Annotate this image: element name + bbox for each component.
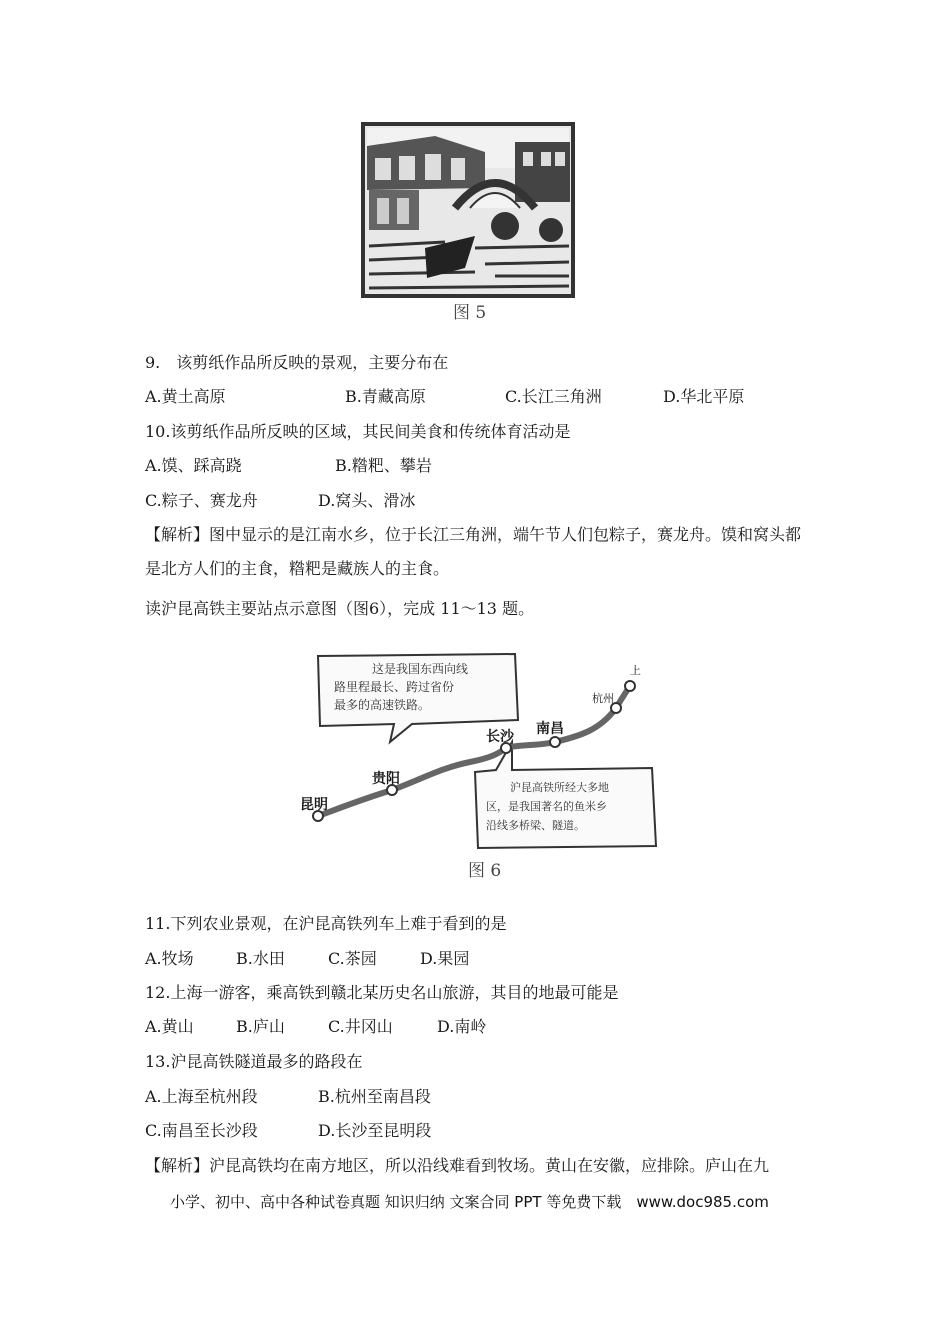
q10-option-b: B.糌粑、攀岩 bbox=[335, 456, 432, 475]
q12-option-d: D.南岭 bbox=[437, 1017, 487, 1036]
q13-option-c: C.南昌至长沙段 bbox=[145, 1121, 258, 1140]
q9-option-a: A.黄土高原 bbox=[145, 387, 226, 406]
bubble-2-text bbox=[486, 778, 609, 835]
q11-option-c: C.茶园 bbox=[328, 949, 377, 968]
question-12-stem: 12.上海一游客，乘高铁到赣北某历史名山旅游，其目的地最可能是 bbox=[145, 983, 619, 1002]
analysis-paragraph-2: 【解析】沪昆高铁均在南方地区，所以沿线难看到牧场。黄山在安徽，应排除。庐山在九 bbox=[145, 1156, 770, 1175]
station-label-nanchang: 南昌 bbox=[536, 721, 564, 737]
q9-option-b: B.青藏高原 bbox=[345, 387, 426, 406]
figure-6 bbox=[300, 650, 665, 885]
question-10-stem: 10.该剪纸作品所反映的区域，其民间美食和传统体育活动是 bbox=[145, 422, 571, 441]
bubble-1-line-3: 最多的高速铁路。 bbox=[334, 698, 431, 712]
q9-option-d: D.华北平原 bbox=[663, 387, 745, 406]
q13-option-b: B.杭州至南昌段 bbox=[318, 1087, 431, 1106]
bubble-2-line-3: 沿线多桥梁、隧道。 bbox=[486, 819, 585, 832]
q12-option-c: C.井冈山 bbox=[328, 1017, 393, 1036]
q9-option-c: C.长江三角洲 bbox=[505, 387, 602, 406]
q13-option-d: D.长沙至昆明段 bbox=[318, 1121, 432, 1140]
q11-option-b: B.水田 bbox=[236, 949, 285, 968]
q10-option-a: A.馍、踩高跷 bbox=[145, 456, 242, 475]
q13-option-a: A.上海至杭州段 bbox=[145, 1087, 258, 1106]
question-11-stem: 11.下列农业景观，在沪昆高铁列车上难于看到的是 bbox=[145, 914, 507, 933]
q12-option-a: A.黄山 bbox=[145, 1017, 194, 1036]
bubble-1-line-2: 路里程最长、跨过省份 bbox=[334, 680, 455, 694]
station-label-guiyang: 贵阳 bbox=[372, 771, 400, 787]
station-nanchang-marker bbox=[550, 737, 560, 747]
analysis-paragraph-1: 【解析】图中显示的是江南水乡，位于长江三角洲，端午节人们包粽子，赛龙舟。馍和窝头都是北方人们的主食，糌粑是藏族人的主食。 bbox=[145, 525, 802, 578]
station-label-changsha: 长沙 bbox=[486, 729, 514, 745]
station-label-hangzhou: 杭州 bbox=[592, 692, 614, 705]
question-9-stem: 9. 该剪纸作品所反映的景观，主要分布在 bbox=[145, 353, 449, 372]
station-label-shanghai: 上 bbox=[630, 664, 641, 677]
station-label-kunming: 昆明 bbox=[300, 797, 328, 813]
q10-option-d: D.窝头、滑冰 bbox=[318, 491, 416, 510]
bubble-2-line-2: 区，是我国著名的鱼米乡 bbox=[486, 800, 607, 813]
bubble-1-text bbox=[334, 660, 468, 714]
figure-5-caption: 图 5 bbox=[453, 303, 487, 323]
station-shanghai-marker bbox=[625, 681, 635, 691]
q12-option-b: B.庐山 bbox=[236, 1017, 285, 1036]
q10-option-c: C.粽子、赛龙舟 bbox=[145, 491, 258, 510]
figure-5 bbox=[355, 118, 585, 328]
figure-6-caption: 图 6 bbox=[468, 861, 502, 881]
intro-q11-13: 读沪昆高铁主要站点示意图（图6），完成 11～13 题。 bbox=[145, 599, 535, 618]
q11-option-a: A.牧场 bbox=[145, 949, 194, 968]
bubble-1-line-1: 这是我国东西向线 bbox=[372, 662, 469, 676]
papercut-image bbox=[355, 118, 585, 298]
question-13-stem: 13.沪昆高铁隧道最多的路段在 bbox=[145, 1052, 363, 1071]
q11-option-d: D.果园 bbox=[420, 949, 470, 968]
page-footer: 小学、初中、高中各种试卷真题 知识归纳 文案合同 PPT 等免费下载 www.doc985.com bbox=[170, 1193, 769, 1211]
bubble-2-line-1: 沪昆高铁所经大多地 bbox=[510, 781, 609, 794]
